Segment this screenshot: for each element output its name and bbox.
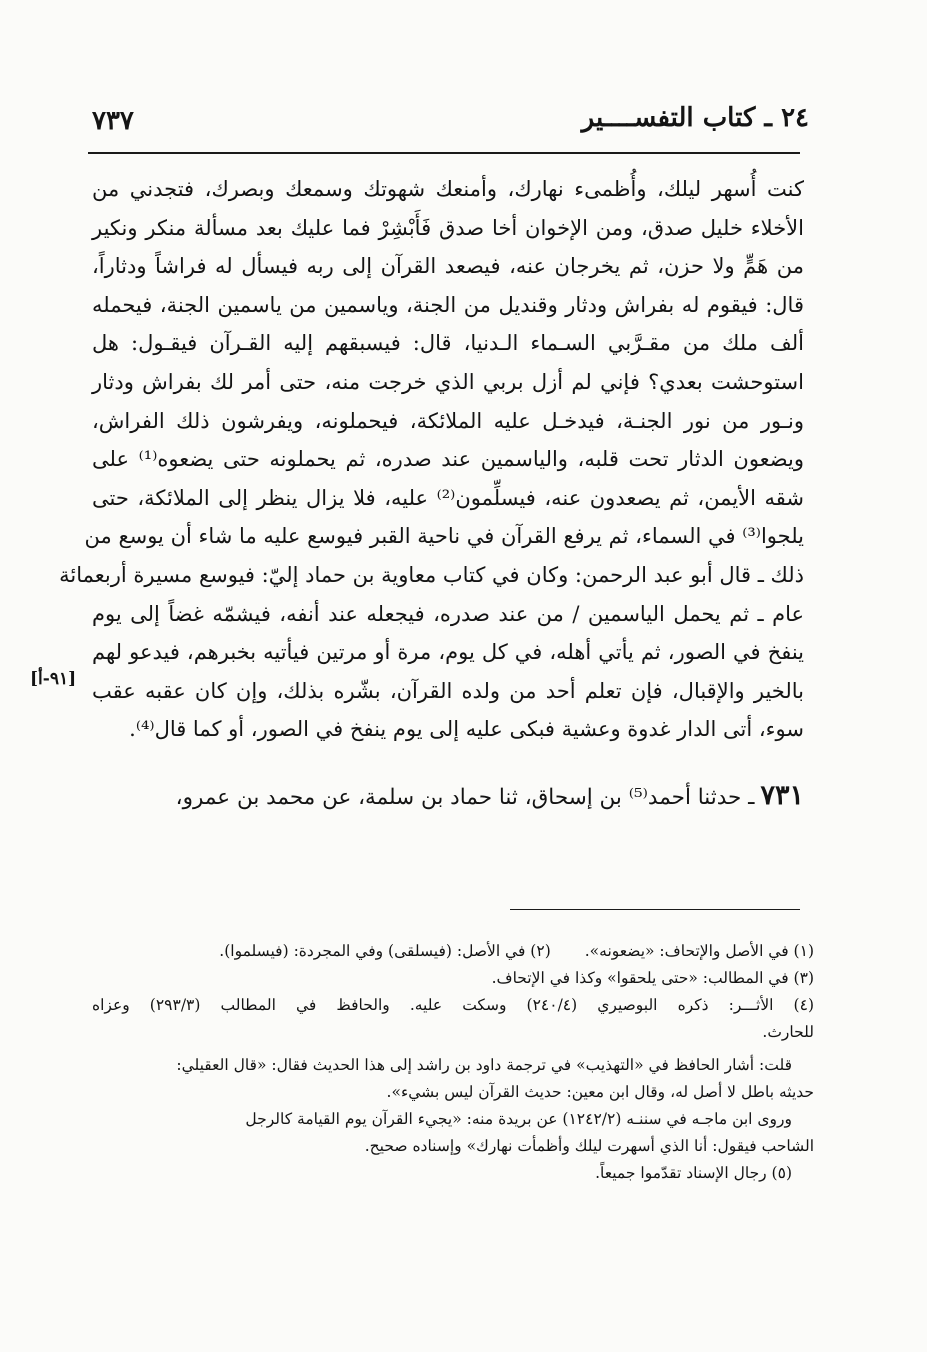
footnote-4-cont: للحارث. [762, 1023, 814, 1041]
editor-note-cont: حديثه باطل لا أصل له، وقال ابن معين: حديث القرآن ليس بشيء». [386, 1083, 814, 1101]
text-line: بالخير والإقبال، فإن تعلم أحد من ولده القرآن، بشّره بذلك، وإن كان عقبه عقب [92, 678, 804, 703]
text-line: كنت أُسهر ليلك، وأُظمىء نهارك، وأمنعك شهوتك وسمعك وبصرك، فتجدني من [92, 177, 804, 201]
hadith-chain: ـ حدثنا أحمد⁽⁵⁾ بن إسحاق، ثنا حماد بن سلمة، عن محمد بن عمرو، [175, 784, 755, 810]
hadith-number: ٧٣١ [760, 779, 804, 811]
chapter-title: ٢٤ ـ كتاب التفســــير [581, 103, 809, 133]
footnote-1: (١) في الأصل والإتحاف: «يضعونه». [584, 942, 814, 960]
footnote-row [92, 938, 814, 965]
editor-note-2: وروى ابن ماجـه في سننـه (١٢٤٢/٢) عن بريدة منه: «يجيء القرآن يوم القيامة كالرجل [245, 1110, 792, 1128]
text-line: شقه الأيمن، ثم يصعدون عنه، فيسلِّمون⁽²⁾ عليه، فلا يزال ينظر إلى الملائكة، حتى [92, 485, 804, 510]
main-text [59, 170, 804, 816]
footnote-5: (٥) رجال الإسناد تقدّموا جميعاً. [595, 1164, 792, 1182]
text-line: ينفخ في الصور، ثم يأتي أهله، في كل يوم، مرة أو مرتين فيأتيه بخبرهم، فيدعو لهم [92, 640, 804, 665]
text-line: استوحشت بعدي؟ فإني لم أزل بربي الذي خرجت منه، حتى أمر لك بفراش ودثار [92, 369, 804, 394]
text-line: ونـور من نور الجنـة، فيدخـل عليه الملائكة، فيحملونه، ويفرشون ذلك الفراش، [92, 408, 804, 433]
footnote-divider [510, 909, 800, 910]
text-line: سوء، أتى الدار غدوة وعشية فبكى عليه إلى يوم ينفخ في الصور، أو كما قال⁽⁴⁾. [129, 717, 804, 742]
text-line: ذلك ـ قال أبو عبد الرحمن: وكان في كتاب معاوية بن حماد إليّ: فيوسع مسيرة أربعمائة [59, 562, 804, 587]
editor-note: قلت: أشار الحافظ في «التهذيب» في ترجمة داود بن راشد إلى هذا الحديث فقال: «قال العقيلي: [176, 1056, 792, 1074]
header-divider [88, 152, 800, 154]
text-line: من هَمٍّ ولا حزن، ثم يخرجان عنه، فيصعد القرآن إلى ربه فيسأل له فراشاً ودثاراً، [92, 254, 804, 279]
footnote-2: (٢) في الأصل: (فيسلقى) وفي المجردة: (فيسلموا). [219, 942, 551, 960]
footnote-4: (٤) الأثـــر: ذكره البوصيري (٢٤٠/٤) وسكت عليه. والحافظ في المطالب (٢٩٣/٣) وعزاه [92, 996, 814, 1014]
editor-note-2-cont: الشاحب فيقول: أنا الذي أسهرت ليلك وأظمأت نهارك» وإسناده صحيح. [364, 1137, 814, 1155]
page-number: ٧٣٧ [92, 106, 134, 136]
manuscript-folio-ref: [٩١-أ] [30, 669, 77, 689]
text-line: ويضعون الدثار تحت قلبه، والياسمين عند صدره، ثم يحملونه حتى يضعوه⁽¹⁾ على [92, 447, 804, 472]
text-line: ألف ملك من مقـرَّبي السـماء الـدنيا، قال: فيسبقهم إليه القـرآن فيقـول: هل [92, 331, 804, 356]
text-line: قال: فيقوم له بفراش ودثار وقنديل من الجنة، وياسمين من ياسمين الجنة، فيحمله [92, 292, 804, 317]
footnotes [92, 938, 814, 1187]
text-line: يلجوا⁽³⁾ في السماء، ثم يرفع القرآن في ناحية القبر فيوسع عليه ما شاء أن يوسع من [84, 524, 804, 549]
hadith-opening [92, 777, 804, 816]
text-line: الأخلاء خليل صدق، ومن الإخوان أخا صدق فَأَبْشِرْ فما عليك بعد مسألة منكر ونكير [92, 215, 804, 240]
footnote-3: (٣) في المطالب: «حتى يلحقوا» وكذا في الإتحاف. [491, 969, 814, 987]
text-line: عام ـ ثم يحمل الياسمين / من عند صدره، فيجعله عند أنفه، فيشمّه غضاً إلى يوم [92, 601, 804, 626]
